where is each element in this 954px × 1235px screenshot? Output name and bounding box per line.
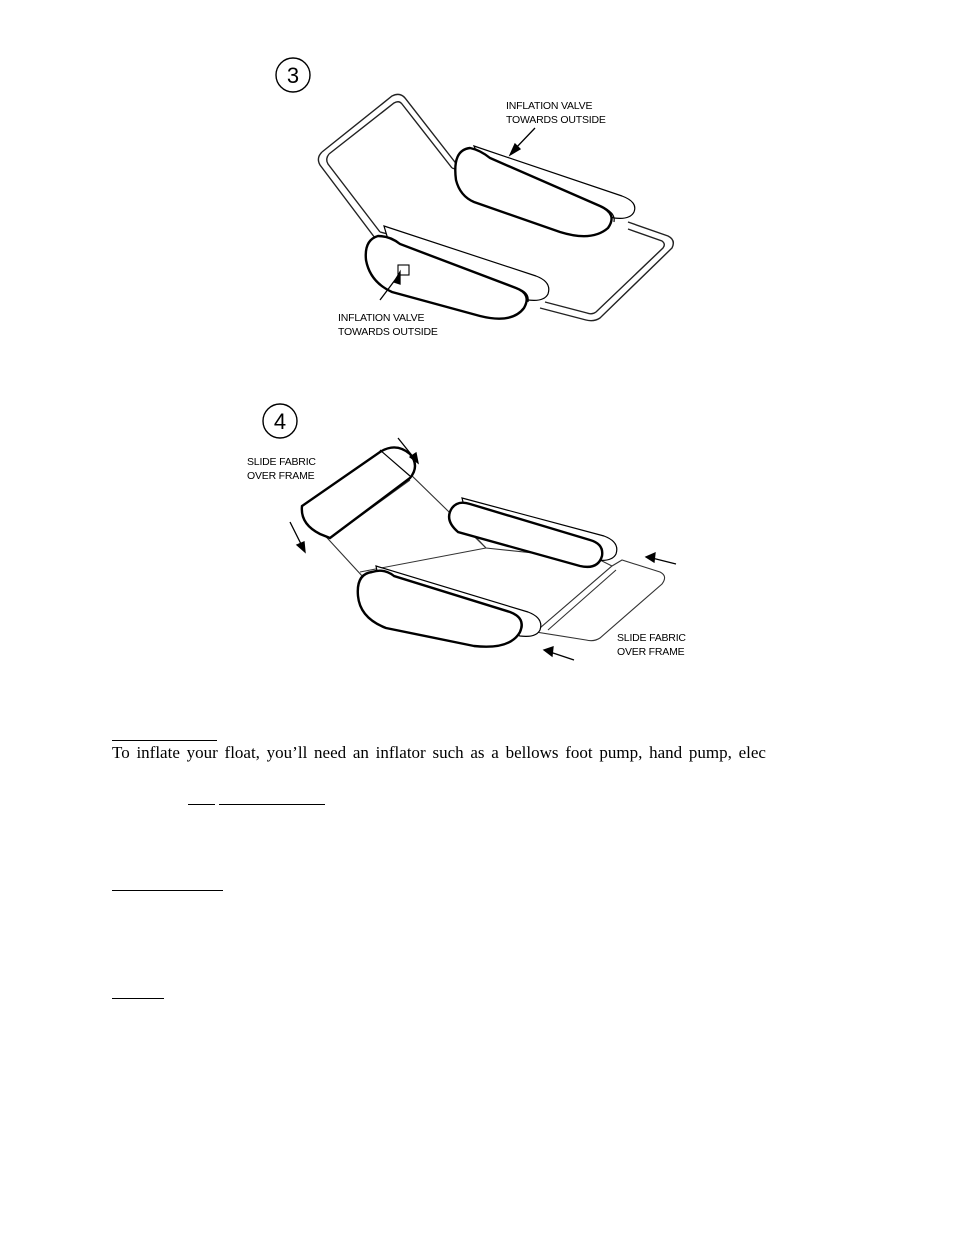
- callout-valve-bottom-line1: INFLATION VALVE: [338, 312, 425, 324]
- inflate-instructions-paragraph: To inflate your float, you’ll need an inflator such as a bellows foot pump, hand pump, elec: [112, 743, 766, 762]
- callout-valve-top-line2: TOWARDS OUTSIDE: [506, 114, 606, 126]
- heading-rule-inflation: [112, 740, 217, 741]
- step-3-figure: [276, 58, 673, 338]
- step-3-front-pontoon: [366, 226, 549, 319]
- step-3-backrest-frame: [318, 94, 458, 238]
- callout-slide-right-line1: SLIDE FABRIC: [617, 632, 686, 644]
- step-3-back-pontoon: [455, 146, 635, 236]
- heading-rule-section-2: [112, 890, 223, 891]
- heading-rule-short: [188, 804, 215, 805]
- callout-slide-left-line2: OVER FRAME: [247, 470, 315, 482]
- callout-slide-right-line2: OVER FRAME: [617, 646, 685, 658]
- step-4-figure: [247, 404, 686, 660]
- step-3-number: 3: [286, 63, 300, 88]
- callout-valve-bottom-line2: TOWARDS OUTSIDE: [338, 326, 438, 338]
- callout-slide-left-line1: SLIDE FABRIC: [247, 456, 316, 468]
- step-4-number: 4: [273, 409, 287, 434]
- heading-rule-medium: [219, 804, 325, 805]
- heading-rule-section-3: [112, 998, 164, 999]
- callout-valve-top-line1: INFLATION VALVE: [506, 100, 593, 112]
